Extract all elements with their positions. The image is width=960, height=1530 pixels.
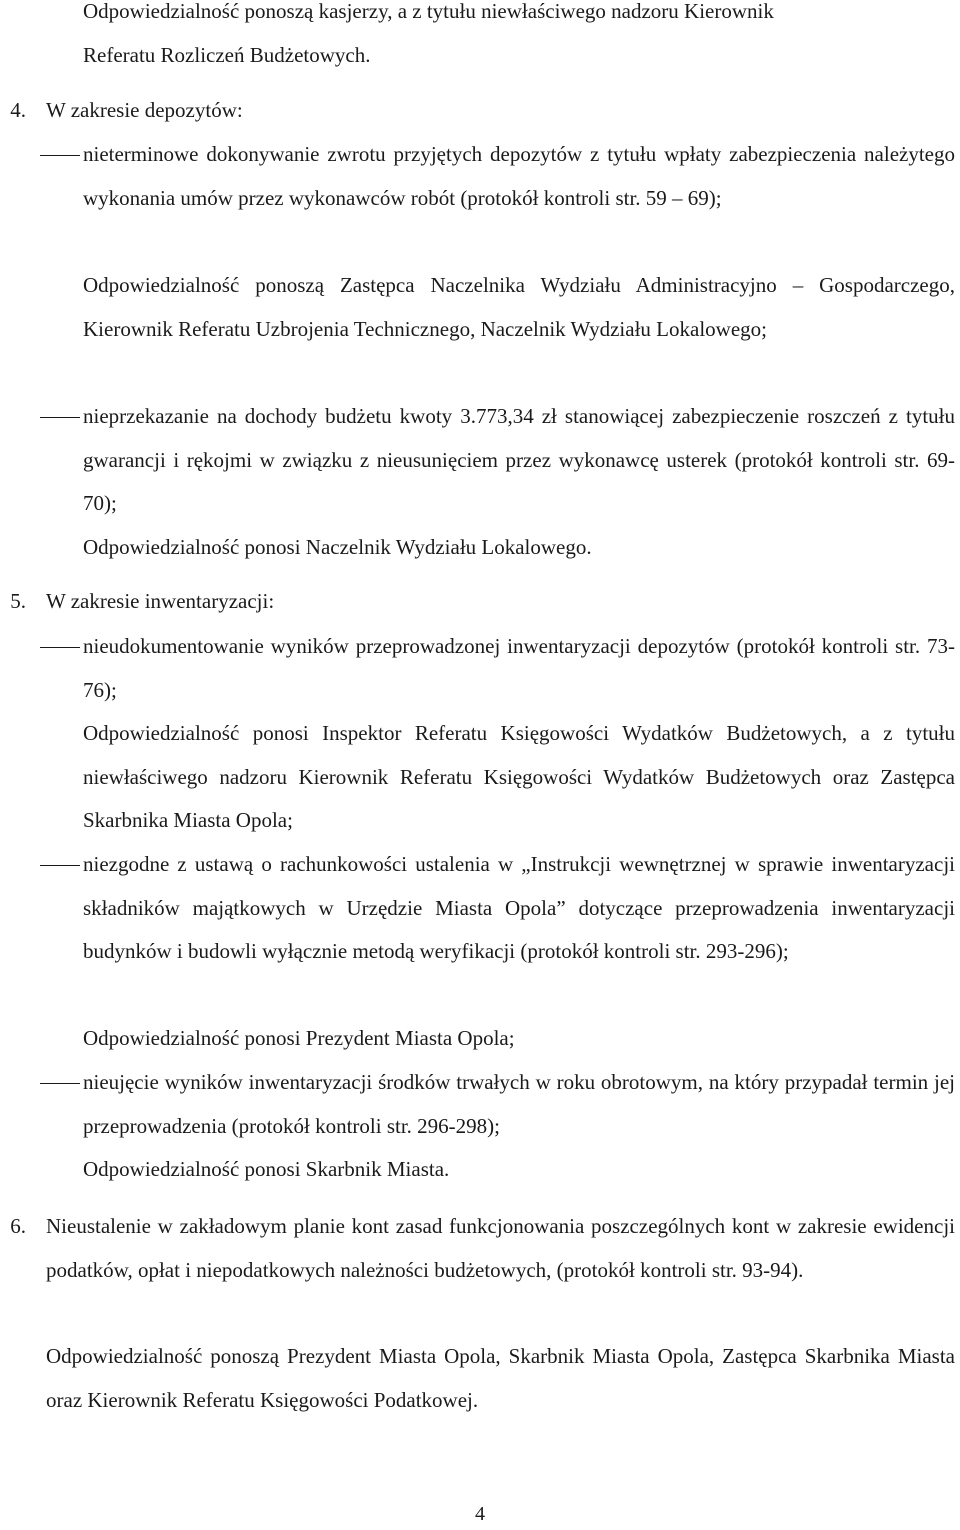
section-5-item-2: niezgodne z ustawą o rachunkowości ustalenia w „Instrukcji wewnętrznej w sprawie inwentaryzacji składników majątkowych w Urzędzie Miasta Opola” dotyczące przeprowadzenia inwentaryzacji budynków i budowli wyłącznie metodą weryfikacji (protokół kontroli str. 293-296);	[83, 852, 955, 964]
bullet-dash	[40, 1083, 80, 1084]
bullet-dash	[40, 647, 80, 648]
section-5-item-1: nieudokumentowanie wyników przeprowadzonej inwentaryzacji depozytów (protokół kontroli str. 73-76);	[83, 634, 955, 702]
section-5-number: 5.	[10, 589, 26, 613]
intro-line-1: Odpowiedzialność ponoszą kasjerzy, a z tytułu niewłaściwego nadzoru Kierownik	[83, 0, 774, 23]
intro-paragraph	[83, 0, 955, 77]
section-5-item-3-responsibility: Odpowiedzialność ponosi Skarbnik Miasta.	[83, 1157, 450, 1181]
section-4-item-2: nieprzekazanie na dochody budżetu kwoty 3.773,34 zł stanowiącej zabezpieczenie roszczeń z tytułu gwarancji i rękojmi w związku z nieusunięciem przez wykonawcę usterek (protokół kontroli str. 69-70);	[83, 404, 955, 516]
section-5-heading: W zakresie inwentaryzacji:	[46, 589, 275, 613]
page-number: 4	[475, 1503, 485, 1525]
section-4-heading: W zakresie depozytów:	[46, 98, 243, 122]
bullet-dash	[40, 417, 80, 418]
section-6-responsibility: Odpowiedzialność ponoszą Prezydent Miasta Opola, Skarbnik Miasta Opola, Zastępca Skarbnika Miasta oraz Kierownik Referatu Księgowości Podatkowej.	[46, 1344, 955, 1412]
section-5-item-3: nieujęcie wyników inwentaryzacji środków trwałych w roku obrotowym, na który przypadał termin jej przeprowadzenia (protokół kontroli str. 296-298);	[83, 1070, 955, 1138]
section-4-number: 4.	[10, 98, 26, 122]
bullet-dash	[40, 155, 80, 156]
section-4-item-1-responsibility: Odpowiedzialność ponoszą Zastępca Naczelnika Wydziału Administracyjno – Gospodarczego, Kierownik Referatu Uzbrojenia Technicznego, Naczelnik Wydziału Lokalowego;	[83, 273, 955, 341]
section-4-item-2-responsibility: Odpowiedzialność ponosi Naczelnik Wydziału Lokalowego.	[83, 535, 592, 559]
section-6-number: 6.	[10, 1214, 26, 1238]
section-4-item-1: nieterminowe dokonywanie zwrotu przyjętych depozytów z tytułu wpłaty zabezpieczenia należytego wykonania umów przez wykonawców robót (protokół kontroli str. 59 – 69);	[83, 142, 955, 210]
intro-line-2: Referatu Rozliczeń Budżetowych.	[83, 42, 371, 67]
section-5-item-1-responsibility: Odpowiedzialność ponosi Inspektor Referatu Księgowości Wydatków Budżetowych, a z tytułu niewłaściwego nadzoru Kierownik Referatu Księgowości Wydatków Budżetowych oraz Zastępca Skarbnika Miasta Opola;	[83, 721, 955, 833]
section-6-text: Nieustalenie w zakładowym planie kont zasad funkcjonowania poszczególnych kont w zakresie ewidencji podatków, opłat i niepodatkowych należności budżetowych, (protokół kontroli str. 93-94).	[46, 1214, 955, 1282]
bullet-dash	[40, 865, 80, 866]
section-5-item-2-responsibility: Odpowiedzialność ponosi Prezydent Miasta Opola;	[83, 1026, 515, 1050]
